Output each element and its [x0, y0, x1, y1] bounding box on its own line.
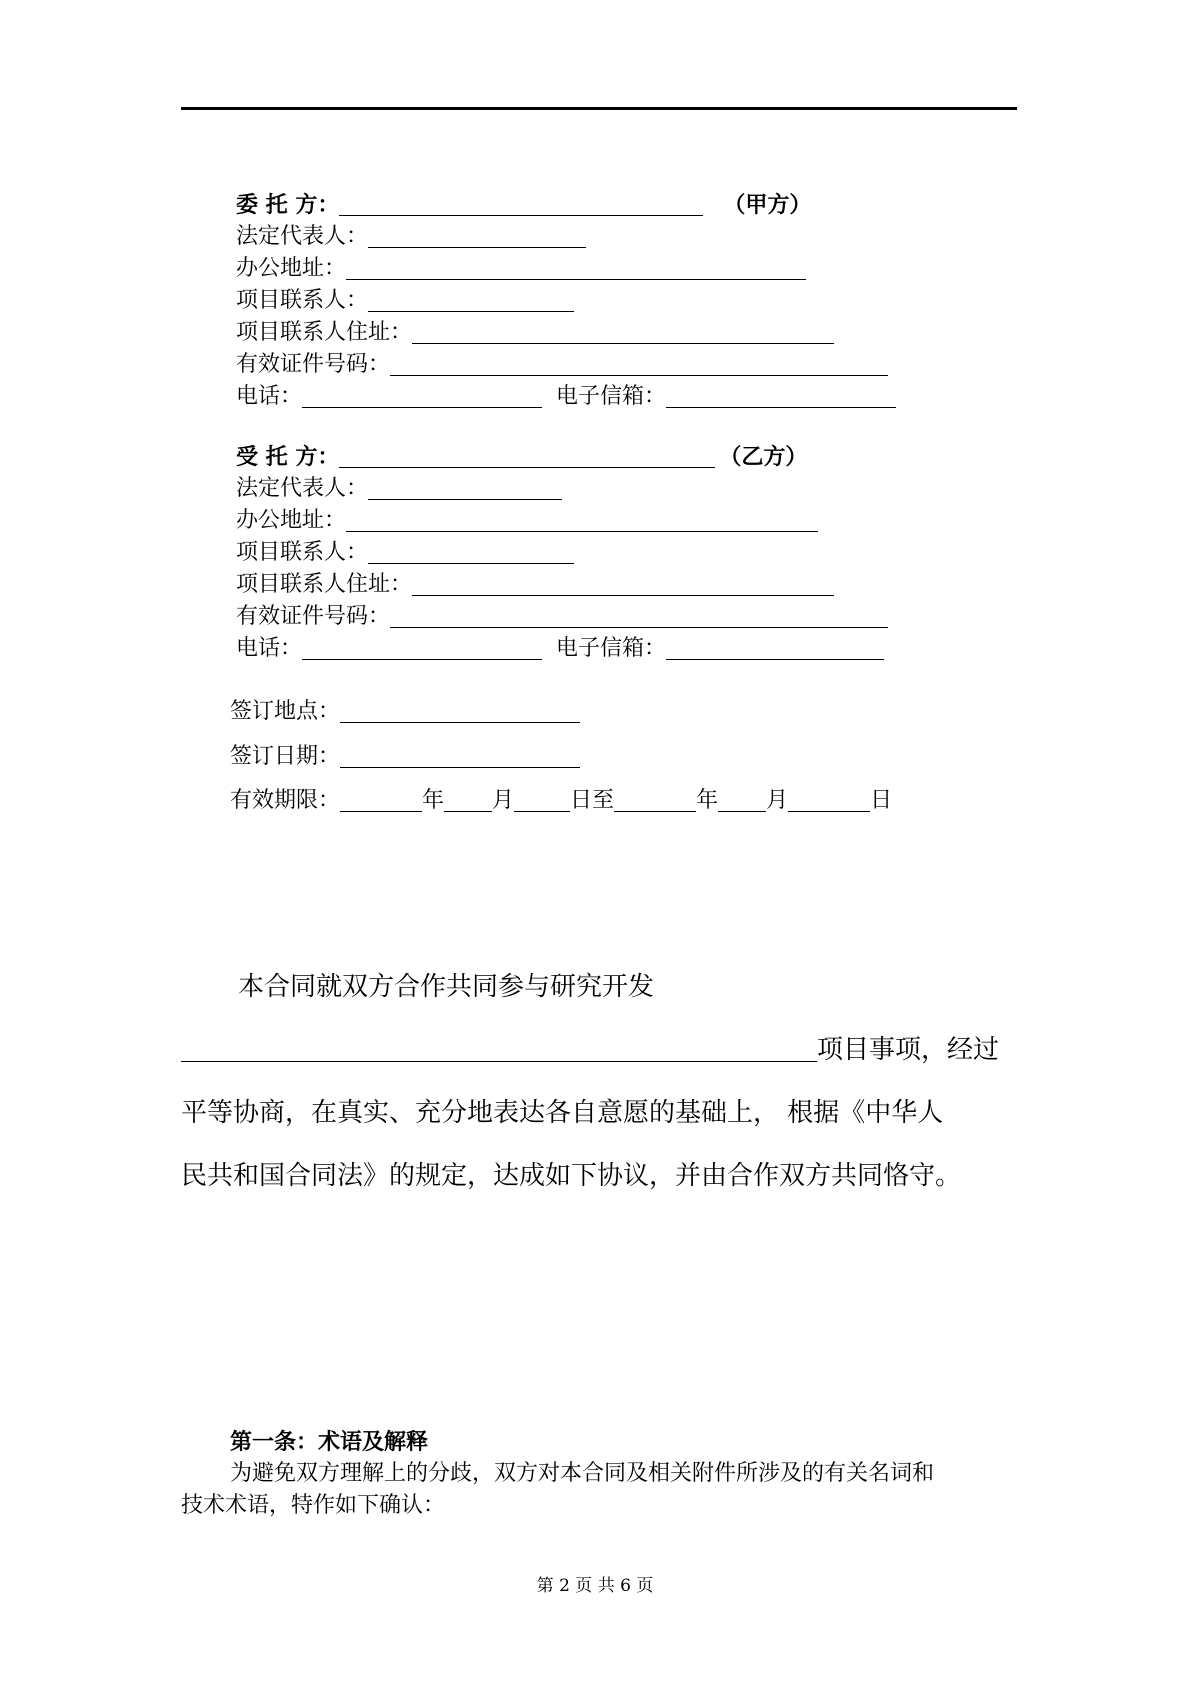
party-a-row — [236, 190, 811, 220]
party-a-label: 委 托 方： — [236, 192, 340, 218]
party-a-email-field[interactable] — [666, 383, 896, 408]
article-1-line-2: 技术术语，特作如下确认： — [181, 1493, 446, 1518]
validity-year2-label: 年 — [696, 788, 719, 813]
party-a-legal-rep-label: 法定代表人： — [236, 224, 369, 249]
party-a-contact-address-row — [236, 318, 834, 348]
article-1-line-1: 为避免双方理解上的分歧，双方对本合同及相关附件所涉及的有关名词和 — [230, 1461, 935, 1486]
header-rule — [181, 107, 1017, 110]
validity-month-label: 月 — [492, 788, 515, 813]
validity-row — [230, 786, 892, 816]
validity-month2-label: 月 — [766, 788, 789, 813]
party-b-legal-rep-field[interactable] — [368, 475, 562, 500]
validity-year-label: 年 — [422, 788, 445, 813]
party-b-contact-address-label: 项目联系人住址： — [236, 572, 413, 597]
party-a-id-label: 有效证件号码： — [236, 352, 391, 377]
project-name-field[interactable] — [181, 1033, 817, 1062]
signing-date-field[interactable] — [340, 743, 580, 768]
party-b-office-label: 办公地址： — [236, 508, 347, 533]
party-a-name-field[interactable] — [339, 191, 703, 216]
intro-line-2-suffix: 项目事项，经过 — [817, 1035, 1000, 1065]
party-a-contact-field[interactable] — [368, 287, 574, 312]
party-a-legal-rep-row — [236, 222, 586, 252]
party-b-id-row — [236, 602, 888, 632]
party-b-office-row — [236, 506, 818, 536]
validity-end-month-field[interactable] — [718, 787, 766, 812]
party-a-phone-field[interactable] — [302, 383, 542, 408]
signing-place-field[interactable] — [340, 698, 580, 723]
signing-place-label: 签订地点： — [230, 699, 341, 724]
party-b-contact-row — [236, 538, 574, 568]
party-b-phone-label: 电话： — [236, 636, 303, 661]
party-a-contact-label: 项目联系人： — [236, 288, 369, 313]
validity-start-day-field[interactable] — [514, 787, 570, 812]
party-b-suffix: （乙方） — [719, 444, 808, 470]
validity-label: 有效期限： — [230, 788, 341, 813]
party-a-office-field[interactable] — [346, 255, 806, 280]
party-b-contact-field[interactable] — [368, 539, 574, 564]
signing-place-row — [230, 697, 580, 727]
validity-day-to-label: 日至 — [570, 788, 615, 813]
party-b-name-field[interactable] — [339, 443, 715, 468]
validity-end-day-field[interactable] — [788, 787, 870, 812]
party-a-email-label: 电子信箱： — [556, 384, 667, 409]
party-a-phone-email-row — [236, 382, 896, 412]
party-a-id-row — [236, 350, 888, 380]
party-a-legal-rep-field[interactable] — [368, 223, 586, 248]
party-a-contact-row — [236, 286, 574, 316]
validity-start-month-field[interactable] — [444, 787, 492, 812]
validity-start-year-field[interactable] — [340, 787, 422, 812]
party-a-suffix: （甲方） — [723, 192, 812, 218]
party-a-phone-label: 电话： — [236, 384, 303, 409]
party-b-contact-label: 项目联系人： — [236, 540, 369, 565]
party-b-email-label: 电子信箱： — [556, 636, 667, 661]
party-b-contact-address-field[interactable] — [412, 571, 834, 596]
party-a-contact-address-field[interactable] — [412, 319, 834, 344]
party-b-office-field[interactable] — [346, 507, 818, 532]
party-b-legal-rep-label: 法定代表人： — [236, 476, 369, 501]
party-b-row — [236, 442, 807, 472]
party-b-contact-address-row — [236, 570, 834, 600]
signing-date-label: 签订日期： — [230, 744, 341, 769]
article-1-title: 第一条：术语及解释 — [230, 1429, 429, 1455]
intro-line-3: 平等协商，在真实、充分地表达各自意愿的基础上， 根据《中华人 — [181, 1098, 944, 1128]
party-b-phone-email-row — [236, 634, 884, 664]
intro-line-4: 民共和国合同法》的规定，达成如下协议，并由合作双方共同恪守。 — [181, 1161, 962, 1191]
party-a-contact-address-label: 项目联系人住址： — [236, 320, 413, 345]
party-b-id-label: 有效证件号码： — [236, 604, 391, 629]
party-b-phone-field[interactable] — [302, 635, 542, 660]
page-number: 第 2 页 共 6 页 — [536, 1576, 654, 1596]
validity-day-label: 日 — [870, 788, 893, 813]
party-a-id-field[interactable] — [390, 351, 888, 376]
validity-end-year-field[interactable] — [614, 787, 696, 812]
party-b-label: 受 托 方： — [236, 444, 340, 470]
intro-line-1: 本合同就双方合作共同参与研究开发 — [238, 972, 655, 1002]
party-b-legal-rep-row — [236, 474, 562, 504]
signing-date-row — [230, 742, 580, 772]
party-a-office-label: 办公地址： — [236, 256, 347, 281]
party-b-id-field[interactable] — [390, 603, 888, 628]
party-b-email-field[interactable] — [666, 635, 884, 660]
party-a-office-row — [236, 254, 806, 284]
intro-line-2 — [181, 1033, 999, 1067]
